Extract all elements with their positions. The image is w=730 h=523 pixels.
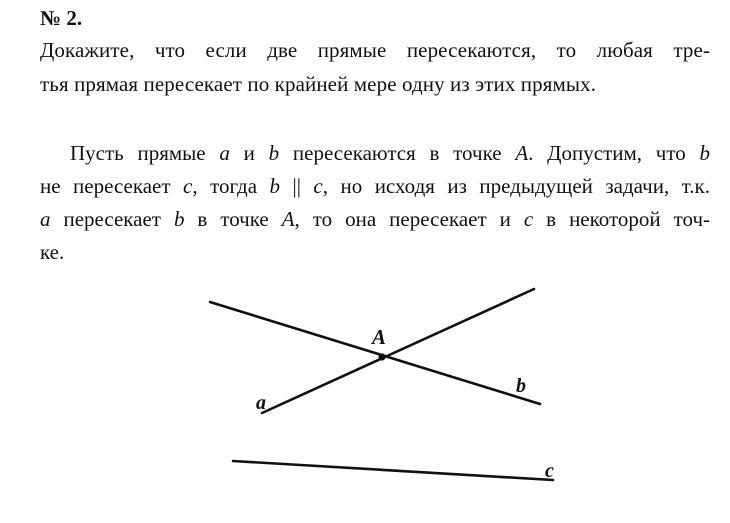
line-b (210, 302, 540, 404)
var-b: b (699, 141, 710, 165)
line-b-label: b (516, 375, 526, 397)
solution-text: в точке (184, 207, 282, 231)
point-A-label: A (372, 325, 387, 349)
solution-text: || (280, 174, 314, 198)
problem-statement-line-1: Докажите, что если две прямые пересекаются, то любая тре- (40, 38, 710, 62)
var-b: b (268, 141, 280, 165)
var-b: b (269, 174, 281, 198)
solution-text: в некоторой точ- (533, 207, 711, 231)
problem-number: № 2. (40, 6, 83, 30)
var-c: c (313, 174, 323, 198)
problem-statement-line-2: тья прямая пересекает по крайней мере одну из этих прямых. (40, 72, 597, 96)
line-c-label: c (545, 460, 554, 482)
solution-line-4: ке. (40, 240, 65, 264)
var-c: c (523, 207, 534, 231)
var-b: b (173, 207, 185, 231)
solution-text: пересекает (50, 207, 174, 231)
intersection-point-A (378, 353, 385, 360)
solution-text: и (229, 141, 269, 165)
var-A: A (281, 207, 295, 231)
var-c: c (183, 174, 193, 198)
solution-text: , то она пересекает и (294, 207, 524, 231)
line-c (233, 461, 553, 480)
solution-text: , но исходя из предыдущей задачи, т.к. (322, 174, 710, 198)
line-a-label: a (256, 392, 266, 414)
solution-text: не пересекает (40, 174, 184, 198)
var-a: a (219, 141, 230, 165)
var-A: A (515, 141, 529, 165)
solution-text: Пусть прямые (70, 141, 220, 165)
var-a: a (40, 207, 51, 231)
solution-text: . Допустим, что (528, 141, 700, 165)
line-a (262, 289, 534, 413)
solution-text: , тогда (192, 174, 270, 198)
solution-text: пересекаются в точке (279, 141, 516, 165)
